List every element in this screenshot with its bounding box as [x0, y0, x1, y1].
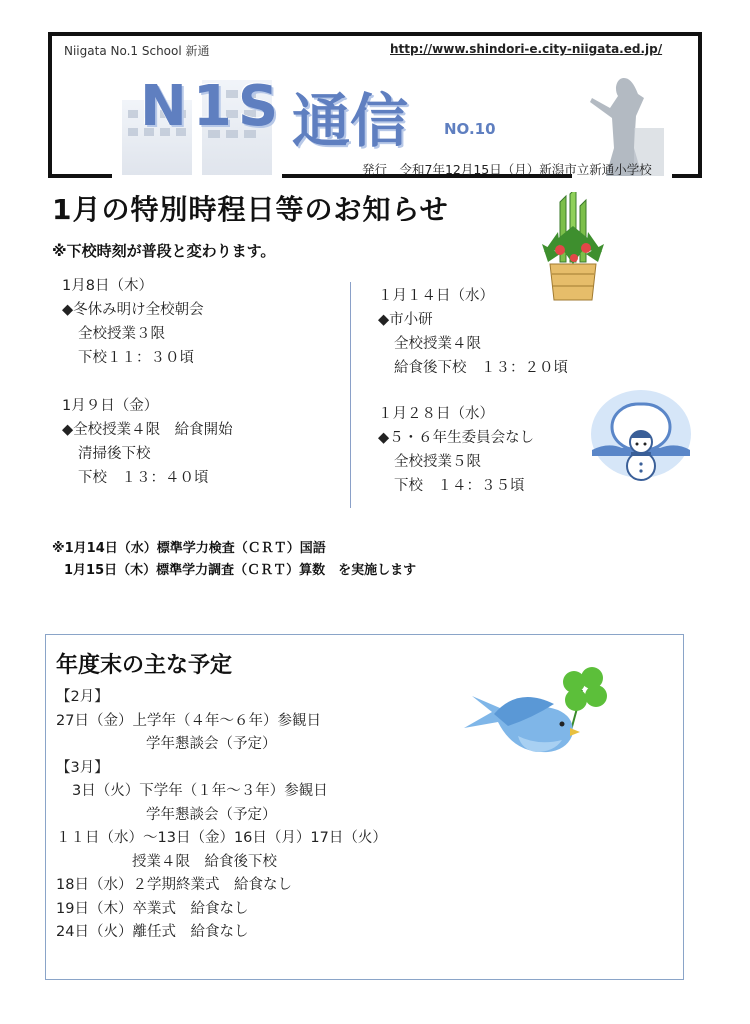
schedule-line: 全校授業３限	[78, 326, 165, 342]
plan-item-sub: 学年懇談会（予定）	[146, 806, 277, 823]
column-divider	[350, 282, 351, 508]
school-tag: Niigata No.1 School 新通	[64, 44, 210, 58]
schedule-date: １月２８日（水）	[378, 406, 494, 422]
schedule-left-column	[62, 274, 233, 490]
month-header: 【2月】	[56, 689, 109, 705]
plan-item: 18日（水）２学期終業式 給食なし	[56, 877, 292, 893]
schedule-date: 1月９日（金）	[62, 398, 159, 414]
plan-item-sub: 授業４限 給食後下校	[132, 853, 277, 870]
issue-number: NO.10	[444, 120, 496, 138]
month-header: 【3月】	[56, 759, 109, 776]
schedule-line: ◆全校授業４限 給食開始	[62, 422, 233, 438]
year-end-schedule-list	[56, 686, 387, 945]
snowman-icon	[588, 386, 694, 484]
crt-line: ※1月14日（水）標準学力検査（ＣＲＴ）国語	[52, 541, 326, 556]
plan-item-sub: 学年懇談会（予定）	[146, 736, 277, 752]
schedule-line: ◆冬休み明け全校朝会	[62, 302, 204, 318]
schedule-line: 下校 １４：３５頃	[394, 478, 525, 494]
schedule-line: 全校授業４限	[394, 336, 481, 352]
schedule-line: 給食後下校 １３：２０頃	[394, 360, 568, 376]
schedule-line: 下校１１：３０頃	[78, 350, 194, 366]
schedule-right-column	[378, 284, 568, 498]
schedule-line: ◆市小研	[378, 312, 433, 328]
section1-title: 1月の特別時程日等のお知らせ	[52, 193, 449, 226]
schedule-date: 1月8日（木）	[62, 278, 153, 294]
masthead	[48, 32, 702, 178]
logo-tsushin: 通信	[292, 87, 409, 155]
plan-item: 24日（火）離任式 給食なし	[56, 924, 249, 940]
plan-item: １１日（水）～13日（金）16日（月）17日（火）	[56, 830, 387, 846]
crt-line: 1月15日（木）標準学力調査（ＣＲＴ）算数 を実施します	[64, 563, 417, 578]
schedule-line: ◆５・６年生委員会なし	[378, 430, 535, 446]
schedule-date: １月１４日（水）	[378, 288, 494, 304]
schedule-line: 下校 １３：４０頃	[78, 470, 209, 486]
schedule-line: 清掃後下校	[78, 446, 151, 462]
bluebird-icon	[458, 656, 618, 776]
plan-item: 3日（火）下学年（１年～３年）参観日	[72, 783, 328, 799]
issuer-line: 発行 令和7年12月15日（月）新潟市立新通小学校	[362, 162, 652, 177]
logo-n1s: N1S	[140, 74, 285, 139]
plan-item: 27日（金）上学年（４年～６年）参観日	[56, 712, 321, 729]
dismissal-note: ※下校時刻が普段と変わります。	[52, 242, 276, 260]
site-url-link[interactable]: http://www.shindori-e.city-niigata.ed.jp/	[390, 42, 663, 56]
schedule-line: 全校授業５限	[394, 454, 481, 470]
section2-title: 年度末の主な予定	[56, 653, 233, 678]
crt-notice	[52, 538, 416, 582]
plan-item: 19日（木）卒業式 給食なし	[56, 900, 249, 917]
